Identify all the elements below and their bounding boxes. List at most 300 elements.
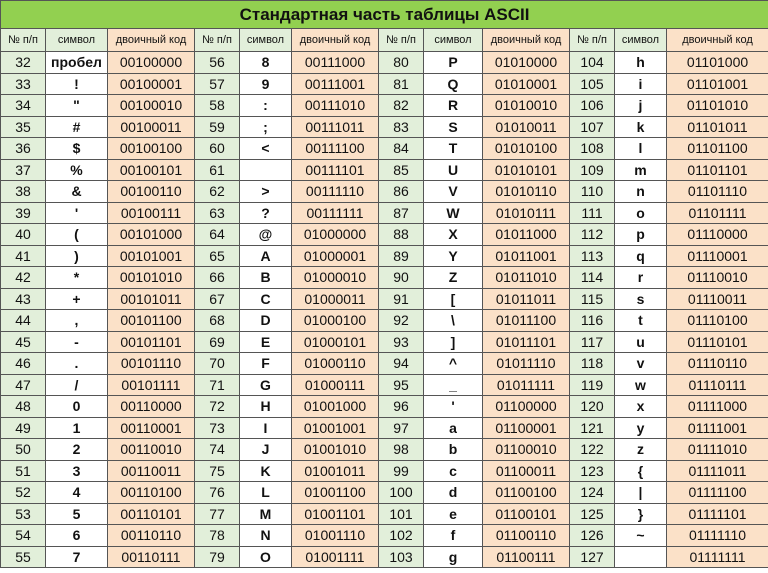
num-cell: 122 — [570, 439, 615, 461]
binary-code-cell: 01110001 — [667, 245, 768, 267]
symbol-cell: h — [615, 52, 667, 74]
symbol-cell: W — [424, 202, 483, 224]
num-cell: 88 — [379, 224, 424, 246]
binary-code-cell: 00101101 — [108, 331, 195, 353]
num-cell: 120 — [570, 396, 615, 418]
symbol-cell: P — [424, 52, 483, 74]
symbol-cell: ? — [240, 202, 292, 224]
binary-code-header: двоичный код — [292, 29, 379, 52]
binary-code-cell: 01000001 — [292, 245, 379, 267]
binary-code-cell: 01011100 — [483, 310, 570, 332]
binary-code-cell: 01111110 — [667, 525, 768, 547]
symbol-cell: T — [424, 138, 483, 160]
num-cell: 85 — [379, 159, 424, 181]
table-row — [1, 73, 768, 95]
binary-code-cell: 01010111 — [483, 202, 570, 224]
binary-code-cell: 01100000 — [483, 396, 570, 418]
table-row — [1, 396, 768, 418]
num-cell: 40 — [1, 224, 46, 246]
symbol-cell: [ — [424, 288, 483, 310]
binary-code-cell: 01110110 — [667, 353, 768, 375]
num-cell: 71 — [195, 374, 240, 396]
symbol-cell: # — [46, 116, 108, 138]
binary-code-cell: 00100100 — [108, 138, 195, 160]
binary-code-cell: 01001101 — [292, 503, 379, 525]
num-cell: 42 — [1, 267, 46, 289]
num-cell: 103 — [379, 546, 424, 568]
symbol-cell: q — [615, 245, 667, 267]
table-row — [1, 503, 768, 525]
table-row — [1, 374, 768, 396]
binary-code-cell: 01101100 — [667, 138, 768, 160]
binary-code-cell: 01100101 — [483, 503, 570, 525]
num-cell: 113 — [570, 245, 615, 267]
symbol-header: символ — [424, 29, 483, 52]
symbol-cell: z — [615, 439, 667, 461]
num-cell: 36 — [1, 138, 46, 160]
table-row — [1, 138, 768, 160]
table-row — [1, 310, 768, 332]
num-cell: 33 — [1, 73, 46, 95]
symbol-cell: x — [615, 396, 667, 418]
table-row — [1, 267, 768, 289]
num-cell: 74 — [195, 439, 240, 461]
table-row — [1, 52, 768, 74]
num-cell: 116 — [570, 310, 615, 332]
symbol-cell: пробел — [46, 52, 108, 74]
symbol-cell: y — [615, 417, 667, 439]
binary-code-cell: 01000010 — [292, 267, 379, 289]
num-cell: 83 — [379, 116, 424, 138]
binary-code-cell: 01010011 — [483, 116, 570, 138]
symbol-cell: - — [46, 331, 108, 353]
symbol-cell: c — [424, 460, 483, 482]
binary-code-cell: 01011111 — [483, 374, 570, 396]
symbol-cell: & — [46, 181, 108, 203]
binary-code-cell: 00100101 — [108, 159, 195, 181]
num-cell: 77 — [195, 503, 240, 525]
num-cell: 127 — [570, 546, 615, 568]
binary-code-cell: 01010000 — [483, 52, 570, 74]
binary-code-cell: 01001100 — [292, 482, 379, 504]
symbol-cell: > — [240, 181, 292, 203]
num-cell: 104 — [570, 52, 615, 74]
num-cell: 84 — [379, 138, 424, 160]
binary-code-cell: 01000100 — [292, 310, 379, 332]
symbol-cell: o — [615, 202, 667, 224]
num-cell: 111 — [570, 202, 615, 224]
table-row — [1, 288, 768, 310]
num-cell: 95 — [379, 374, 424, 396]
symbol-cell: + — [46, 288, 108, 310]
symbol-cell: % — [46, 159, 108, 181]
num-cell: 102 — [379, 525, 424, 547]
num-cell: 90 — [379, 267, 424, 289]
symbol-cell: b — [424, 439, 483, 461]
symbol-cell: i — [615, 73, 667, 95]
symbol-cell: ~ — [615, 525, 667, 547]
binary-code-cell: 00111110 — [292, 181, 379, 203]
num-cell: 124 — [570, 482, 615, 504]
binary-code-cell: 01000110 — [292, 353, 379, 375]
binary-code-cell: 01001000 — [292, 396, 379, 418]
binary-code-cell: 00100001 — [108, 73, 195, 95]
num-cell: 121 — [570, 417, 615, 439]
num-cell: 59 — [195, 116, 240, 138]
binary-code-cell: 01011010 — [483, 267, 570, 289]
binary-code-cell: 00110101 — [108, 503, 195, 525]
num-cell: 55 — [1, 546, 46, 568]
table-body — [1, 52, 768, 568]
table-row — [1, 546, 768, 568]
num-cell: 52 — [1, 482, 46, 504]
binary-code-cell: 01011000 — [483, 224, 570, 246]
num-cell: 66 — [195, 267, 240, 289]
binary-code-cell: 01111010 — [667, 439, 768, 461]
symbol-cell: " — [46, 95, 108, 117]
table-row — [1, 116, 768, 138]
binary-code-cell: 01100110 — [483, 525, 570, 547]
binary-code-cell: 01011101 — [483, 331, 570, 353]
symbol-cell: ' — [46, 202, 108, 224]
num-cell: 125 — [570, 503, 615, 525]
symbol-cell: Q — [424, 73, 483, 95]
binary-code-header: двоичный код — [667, 29, 768, 52]
binary-code-cell: 00100011 — [108, 116, 195, 138]
num-cell: 44 — [1, 310, 46, 332]
binary-code-cell: 01101111 — [667, 202, 768, 224]
num-cell: 37 — [1, 159, 46, 181]
num-cell: 100 — [379, 482, 424, 504]
symbol-cell: 8 — [240, 52, 292, 74]
symbol-cell: O — [240, 546, 292, 568]
binary-code-cell: 00101000 — [108, 224, 195, 246]
symbol-cell: R — [424, 95, 483, 117]
num-cell: 94 — [379, 353, 424, 375]
num-cell: 109 — [570, 159, 615, 181]
symbol-header: символ — [240, 29, 292, 52]
binary-code-cell: 00100010 — [108, 95, 195, 117]
symbol-cell: N — [240, 525, 292, 547]
symbol-cell: Z — [424, 267, 483, 289]
binary-code-cell: 01100011 — [483, 460, 570, 482]
num-cell: 54 — [1, 525, 46, 547]
num-cell: 62 — [195, 181, 240, 203]
num-cell: 39 — [1, 202, 46, 224]
binary-code-cell: 01111000 — [667, 396, 768, 418]
num-cell: 107 — [570, 116, 615, 138]
symbol-cell: X — [424, 224, 483, 246]
symbol-cell: U — [424, 159, 483, 181]
symbol-cell — [240, 159, 292, 181]
binary-code-cell: 01111100 — [667, 482, 768, 504]
num-cell: 49 — [1, 417, 46, 439]
binary-code-cell: 01001001 — [292, 417, 379, 439]
symbol-cell: ] — [424, 331, 483, 353]
num-cell: 64 — [195, 224, 240, 246]
num-cell: 47 — [1, 374, 46, 396]
num-cell: 43 — [1, 288, 46, 310]
num-cell: 50 — [1, 439, 46, 461]
symbol-cell: n — [615, 181, 667, 203]
num-cell: 68 — [195, 310, 240, 332]
table-row — [1, 460, 768, 482]
binary-code-cell: 01000011 — [292, 288, 379, 310]
binary-code-cell: 00100000 — [108, 52, 195, 74]
symbol-cell: 4 — [46, 482, 108, 504]
binary-code-cell: 00110011 — [108, 460, 195, 482]
num-cell: 119 — [570, 374, 615, 396]
symbol-cell: | — [615, 482, 667, 504]
symbol-cell: D — [240, 310, 292, 332]
table-row — [1, 159, 768, 181]
symbol-cell: L — [240, 482, 292, 504]
num-header: № п/п — [570, 29, 615, 52]
num-cell: 118 — [570, 353, 615, 375]
symbol-cell: g — [424, 546, 483, 568]
symbol-cell: v — [615, 353, 667, 375]
binary-code-cell: 00101001 — [108, 245, 195, 267]
symbol-cell: C — [240, 288, 292, 310]
symbol-cell: e — [424, 503, 483, 525]
symbol-cell: 0 — [46, 396, 108, 418]
num-cell: 67 — [195, 288, 240, 310]
binary-code-cell: 00100111 — [108, 202, 195, 224]
symbol-cell: / — [46, 374, 108, 396]
num-cell: 45 — [1, 331, 46, 353]
num-cell: 80 — [379, 52, 424, 74]
binary-code-header: двоичный код — [108, 29, 195, 52]
symbol-cell: t — [615, 310, 667, 332]
num-cell: 78 — [195, 525, 240, 547]
num-cell: 60 — [195, 138, 240, 160]
symbol-cell: 7 — [46, 546, 108, 568]
symbol-cell: { — [615, 460, 667, 482]
symbol-cell: M — [240, 503, 292, 525]
num-cell: 82 — [379, 95, 424, 117]
binary-code-cell: 01110011 — [667, 288, 768, 310]
num-cell: 110 — [570, 181, 615, 203]
num-cell: 101 — [379, 503, 424, 525]
symbol-cell: ' — [424, 396, 483, 418]
num-header: № п/п — [195, 29, 240, 52]
binary-code-cell: 00111111 — [292, 202, 379, 224]
binary-code-cell: 01010110 — [483, 181, 570, 203]
num-cell: 58 — [195, 95, 240, 117]
binary-code-cell: 01101011 — [667, 116, 768, 138]
binary-code-cell: 00101010 — [108, 267, 195, 289]
symbol-cell: 5 — [46, 503, 108, 525]
symbol-cell: 6 — [46, 525, 108, 547]
binary-code-cell: 01101101 — [667, 159, 768, 181]
binary-code-cell: 01101001 — [667, 73, 768, 95]
symbol-cell: 3 — [46, 460, 108, 482]
symbol-cell: ! — [46, 73, 108, 95]
num-cell: 73 — [195, 417, 240, 439]
num-cell: 70 — [195, 353, 240, 375]
num-cell: 106 — [570, 95, 615, 117]
table-row — [1, 482, 768, 504]
num-cell: 126 — [570, 525, 615, 547]
num-cell: 69 — [195, 331, 240, 353]
table-row — [1, 353, 768, 375]
num-cell: 79 — [195, 546, 240, 568]
table-row — [1, 245, 768, 267]
symbol-cell: 1 — [46, 417, 108, 439]
num-cell: 117 — [570, 331, 615, 353]
table-row — [1, 525, 768, 547]
binary-code-cell: 01110000 — [667, 224, 768, 246]
binary-code-cell: 01101110 — [667, 181, 768, 203]
binary-code-cell: 01111011 — [667, 460, 768, 482]
num-cell: 91 — [379, 288, 424, 310]
symbol-cell — [615, 546, 667, 568]
symbol-cell: ) — [46, 245, 108, 267]
binary-code-cell: 01010101 — [483, 159, 570, 181]
symbol-cell: ( — [46, 224, 108, 246]
binary-code-cell: 00111101 — [292, 159, 379, 181]
num-header: № п/п — [379, 29, 424, 52]
num-cell: 72 — [195, 396, 240, 418]
binary-code-cell: 01000000 — [292, 224, 379, 246]
symbol-cell: a — [424, 417, 483, 439]
binary-code-cell: 01001011 — [292, 460, 379, 482]
symbol-cell: S — [424, 116, 483, 138]
symbol-header: символ — [615, 29, 667, 52]
binary-code-cell: 01011011 — [483, 288, 570, 310]
table-row — [1, 417, 768, 439]
num-cell: 41 — [1, 245, 46, 267]
symbol-cell: w — [615, 374, 667, 396]
symbol-cell: E — [240, 331, 292, 353]
binary-code-cell: 00100110 — [108, 181, 195, 203]
symbol-cell: A — [240, 245, 292, 267]
binary-code-cell: 01110010 — [667, 267, 768, 289]
num-cell: 75 — [195, 460, 240, 482]
symbol-cell: J — [240, 439, 292, 461]
binary-code-cell: 00110000 — [108, 396, 195, 418]
symbol-cell: } — [615, 503, 667, 525]
symbol-cell: ; — [240, 116, 292, 138]
symbol-cell: m — [615, 159, 667, 181]
symbol-cell: d — [424, 482, 483, 504]
binary-code-cell: 00111000 — [292, 52, 379, 74]
num-cell: 34 — [1, 95, 46, 117]
binary-code-cell: 01100010 — [483, 439, 570, 461]
num-cell: 123 — [570, 460, 615, 482]
table-row — [1, 439, 768, 461]
num-cell: 61 — [195, 159, 240, 181]
symbol-cell: I — [240, 417, 292, 439]
num-cell: 105 — [570, 73, 615, 95]
symbol-cell: r — [615, 267, 667, 289]
symbol-cell: u — [615, 331, 667, 353]
binary-code-cell: 01111001 — [667, 417, 768, 439]
symbol-cell: B — [240, 267, 292, 289]
symbol-cell: V — [424, 181, 483, 203]
num-cell: 81 — [379, 73, 424, 95]
symbol-cell: H — [240, 396, 292, 418]
symbol-cell: @ — [240, 224, 292, 246]
num-cell: 63 — [195, 202, 240, 224]
num-cell: 98 — [379, 439, 424, 461]
binary-code-cell: 00111100 — [292, 138, 379, 160]
symbol-cell: \ — [424, 310, 483, 332]
num-cell: 87 — [379, 202, 424, 224]
symbol-header: символ — [46, 29, 108, 52]
binary-code-cell: 01001111 — [292, 546, 379, 568]
binary-code-cell: 00110010 — [108, 439, 195, 461]
symbol-cell: _ — [424, 374, 483, 396]
binary-code-cell: 01010100 — [483, 138, 570, 160]
num-cell: 93 — [379, 331, 424, 353]
binary-code-cell: 00111011 — [292, 116, 379, 138]
num-cell: 97 — [379, 417, 424, 439]
num-cell: 65 — [195, 245, 240, 267]
num-cell: 89 — [379, 245, 424, 267]
binary-code-cell: 01010010 — [483, 95, 570, 117]
symbol-cell: $ — [46, 138, 108, 160]
binary-code-header: двоичный код — [483, 29, 570, 52]
num-cell: 38 — [1, 181, 46, 203]
table-row — [1, 202, 768, 224]
binary-code-cell: 00101011 — [108, 288, 195, 310]
binary-code-cell: 01001110 — [292, 525, 379, 547]
symbol-cell: < — [240, 138, 292, 160]
symbol-cell: k — [615, 116, 667, 138]
binary-code-cell: 01111101 — [667, 503, 768, 525]
num-cell: 112 — [570, 224, 615, 246]
table-row — [1, 224, 768, 246]
symbol-cell: 2 — [46, 439, 108, 461]
binary-code-cell: 00110100 — [108, 482, 195, 504]
binary-code-cell: 00101100 — [108, 310, 195, 332]
num-cell: 53 — [1, 503, 46, 525]
num-cell: 99 — [379, 460, 424, 482]
symbol-cell: . — [46, 353, 108, 375]
num-cell: 51 — [1, 460, 46, 482]
binary-code-cell: 00110111 — [108, 546, 195, 568]
binary-code-cell: 01011110 — [483, 353, 570, 375]
table-row — [1, 331, 768, 353]
binary-code-cell: 01001010 — [292, 439, 379, 461]
binary-code-cell: 00110110 — [108, 525, 195, 547]
binary-code-cell: 01100111 — [483, 546, 570, 568]
binary-code-cell: 01100001 — [483, 417, 570, 439]
num-cell: 48 — [1, 396, 46, 418]
num-cell: 86 — [379, 181, 424, 203]
symbol-cell: K — [240, 460, 292, 482]
symbol-cell: G — [240, 374, 292, 396]
binary-code-cell: 01000111 — [292, 374, 379, 396]
num-cell: 96 — [379, 396, 424, 418]
binary-code-cell: 01110101 — [667, 331, 768, 353]
table-title: Стандартная часть таблицы ASCII — [1, 1, 768, 29]
symbol-cell: ^ — [424, 353, 483, 375]
binary-code-cell: 00110001 — [108, 417, 195, 439]
num-cell: 57 — [195, 73, 240, 95]
symbol-cell: l — [615, 138, 667, 160]
symbol-cell: s — [615, 288, 667, 310]
num-cell: 76 — [195, 482, 240, 504]
num-header: № п/п — [1, 29, 46, 52]
symbol-cell: p — [615, 224, 667, 246]
symbol-cell: * — [46, 267, 108, 289]
num-cell: 92 — [379, 310, 424, 332]
symbol-cell: : — [240, 95, 292, 117]
binary-code-cell: 01101000 — [667, 52, 768, 74]
binary-code-cell: 00101110 — [108, 353, 195, 375]
